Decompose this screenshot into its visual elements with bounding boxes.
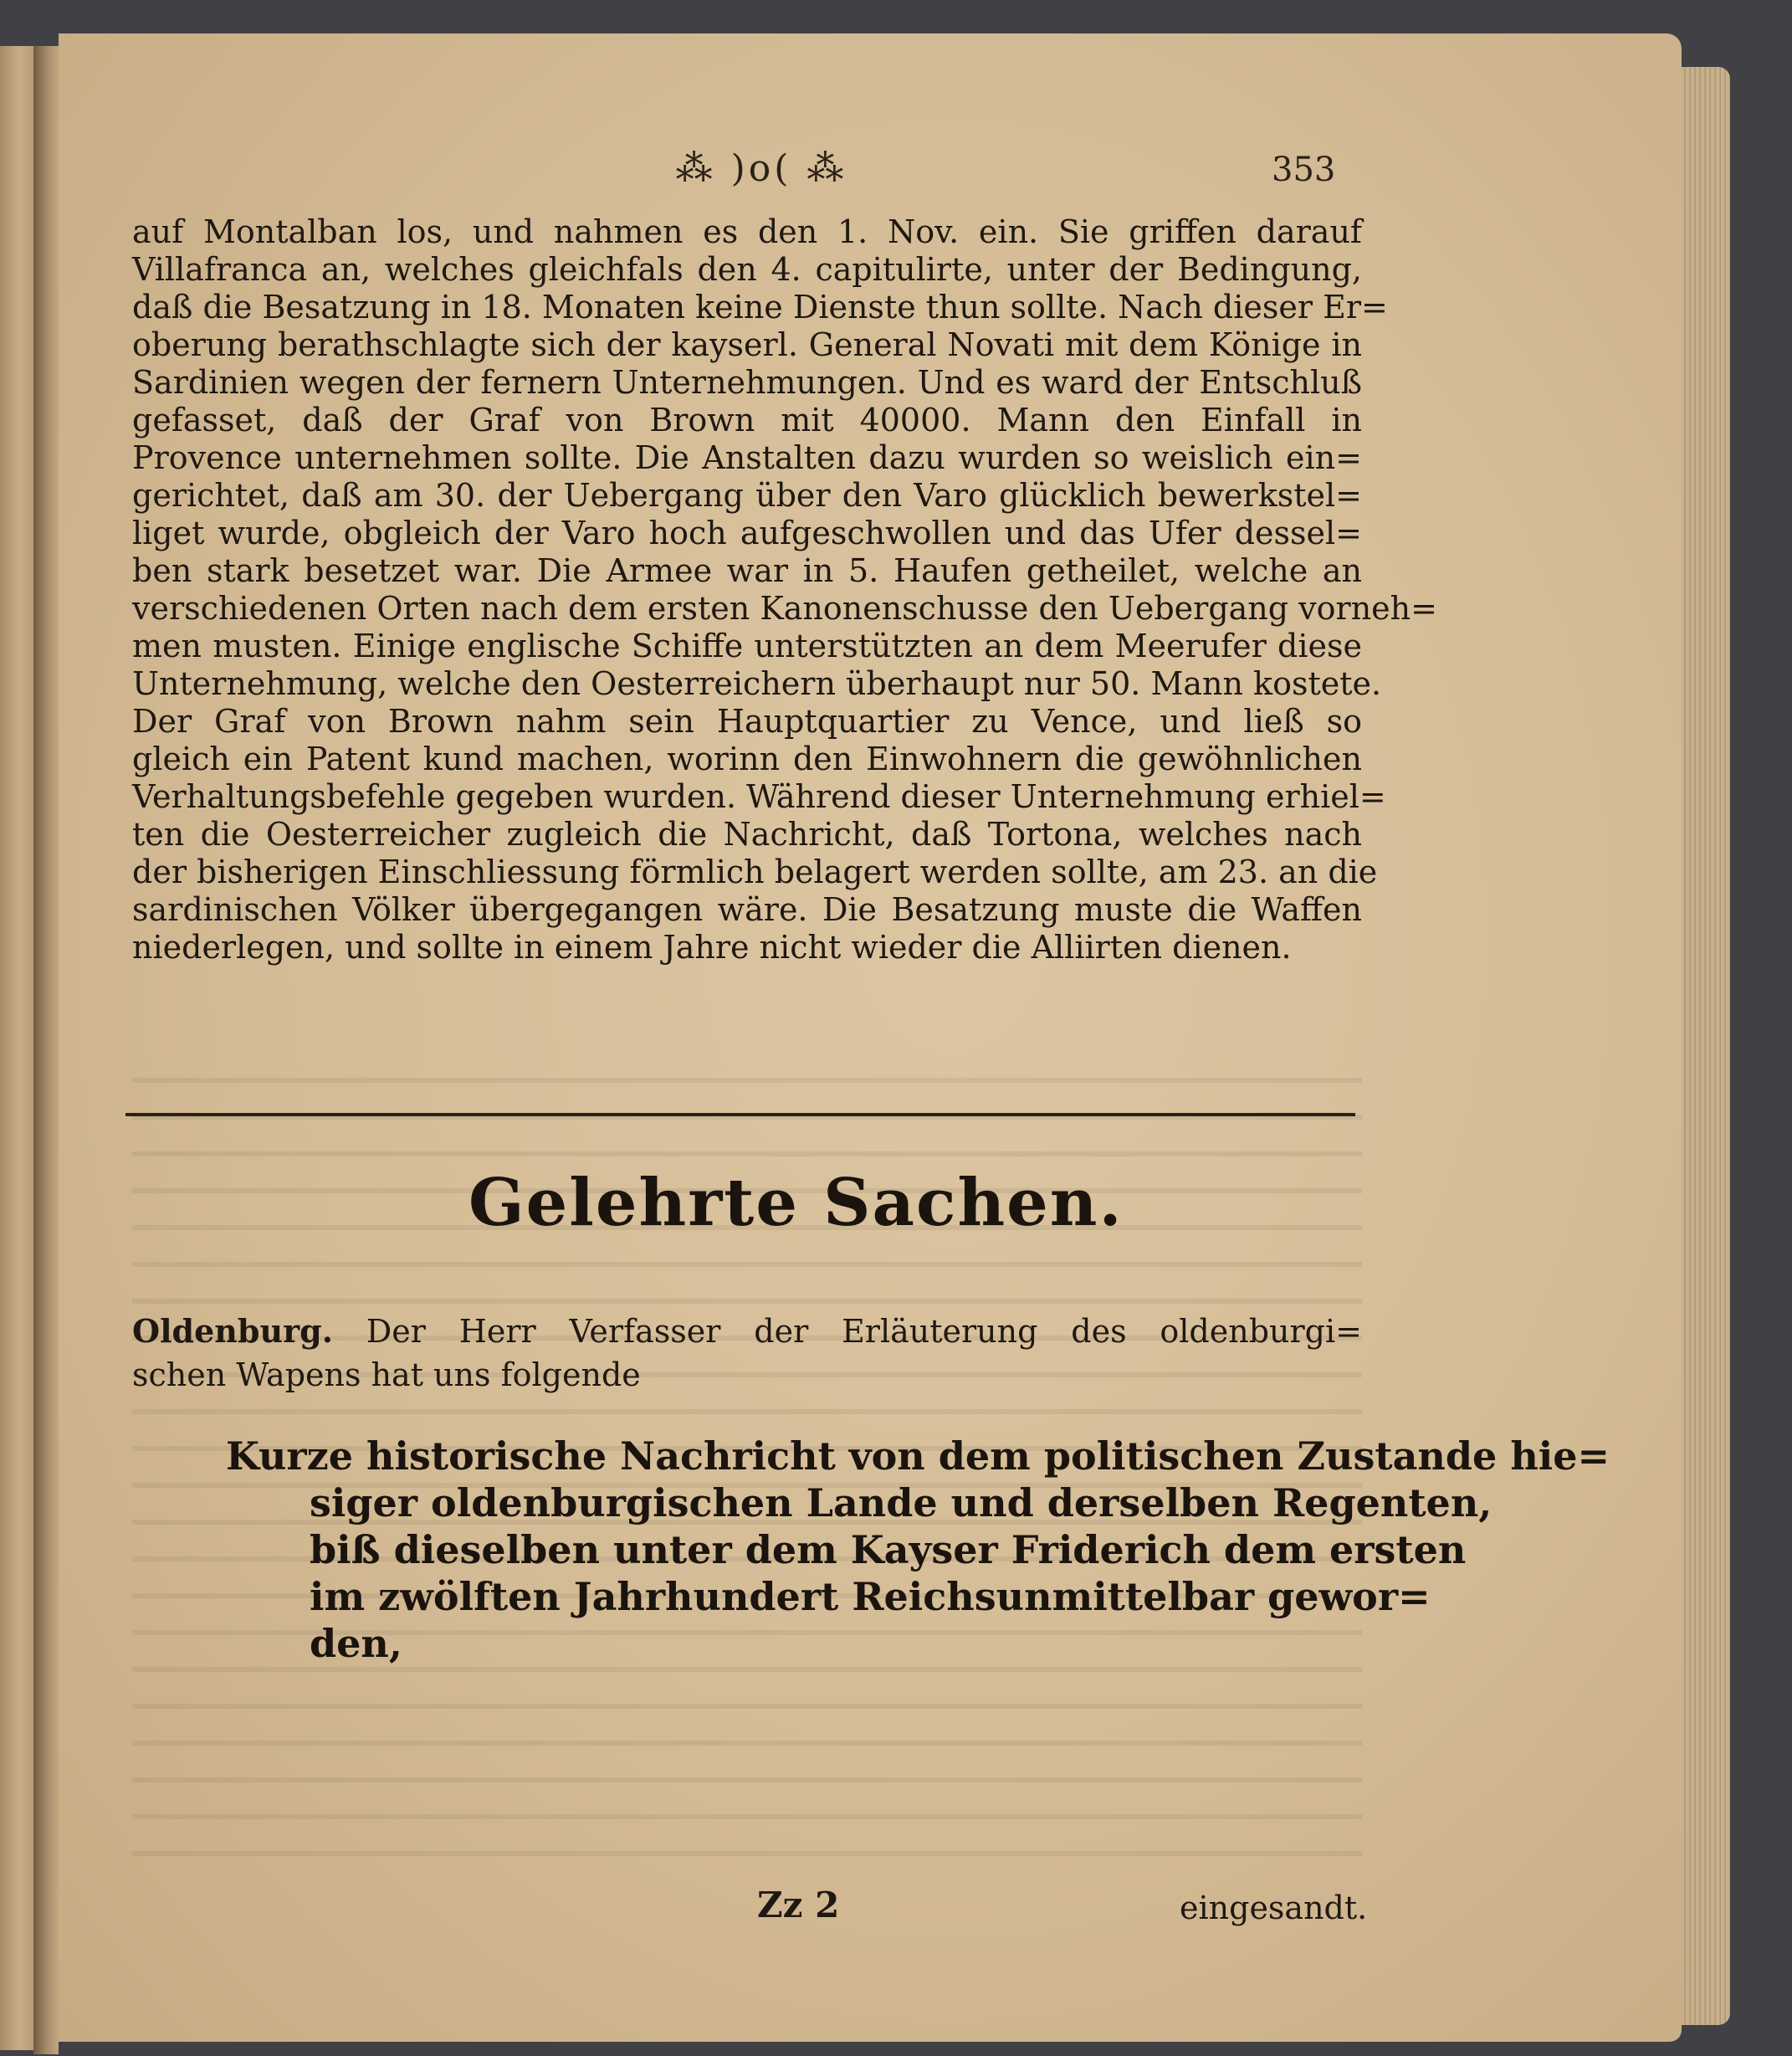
intro-text: Der Herr Verfasser der Erläuterung des oldenburgi= [332, 1313, 1362, 1350]
article-title-line: Kurze historische Nachricht von dem politischen Zustande hie= [226, 1433, 1610, 1479]
text-line: Sardinien wegen der fernern Unternehmungen. Und es ward der Entschluß [132, 364, 1362, 401]
text-line: der bisherigen Einschliessung förmlich belagert werden sollte, am 23. an die [132, 854, 1378, 890]
text-line: Provence unternehmen sollte. Die Anstalten dazu wurden so weislich ein= [132, 439, 1362, 476]
text-line: daß die Besatzung in 18. Monaten keine Dienste thun sollte. Nach dieser Er= [132, 289, 1388, 326]
text-line: gleich ein Patent kund machen, worinn den Einwohnern die gewöhnlichen [132, 741, 1362, 777]
text-line: ben stark besetzet war. Die Armee war in 5. Haufen getheilet, welche an [132, 552, 1362, 589]
text-line: niederlegen, und sollte in einem Jahre nicht wieder die Alliirten dienen. [132, 929, 1292, 966]
text-line: Unternehmung, welche den Oesterreichern überhaupt nur 50. Mann kostete. [132, 665, 1382, 702]
text-line: verschiedenen Orten nach dem ersten Kanonenschusse den Uebergang vorneh= [132, 590, 1437, 627]
text-line: men musten. Einige englische Schiffe unterstützten an dem Meerufer diese [132, 628, 1362, 664]
text-line: oberung berathschlagte sich der kayserl. General Novati mit dem Könige in [132, 326, 1362, 363]
article-title-line: siger oldenburgischen Lande und derselben Regenten, [310, 1480, 1492, 1525]
text-line: gerichtet, daß am 30. der Uebergang über den Varo glücklich bewerkstel= [132, 477, 1362, 514]
left-page-edge [0, 46, 36, 2050]
text-line: schen Wapens hat uns folgende [132, 1356, 641, 1393]
subsection-intro [132, 1310, 1362, 1397]
text-line: Villafranca an, welches gleichfals den 4. capitulirte, unter der Bedingung, [132, 251, 1362, 288]
printer-signature: Zz 2 [757, 1884, 840, 1925]
text-line: auf Montalban los, und nahmen es den 1. Nov. ein. Sie griffen darauf [132, 213, 1362, 250]
news-paragraph [132, 213, 1437, 966]
page-stack-edge [1682, 67, 1730, 2025]
page-number: 353 [1272, 151, 1336, 189]
text-line: sardinischen Völker übergegangen wäre. Die Besatzung muste die Waffen [132, 891, 1362, 928]
text-line: gefasset, daß der Graf von Brown mit 40000. Mann den Einfall in [132, 402, 1362, 438]
text-line [132, 1310, 1362, 1353]
place-name: Oldenburg. [132, 1312, 333, 1350]
text-line: ten die Oesterreicher zugleich die Nachricht, daß Tortona, welches nach [132, 816, 1362, 853]
article-title [226, 1433, 1610, 1667]
text-line: Verhaltungsbefehle gegeben wurden. Während dieser Unternehmung erhiel= [132, 778, 1386, 815]
article-title-line: biß dieselben unter dem Kayser Friderich dem ersten [310, 1527, 1467, 1572]
article-title-line: den, [310, 1621, 402, 1666]
section-divider-rule [125, 1113, 1355, 1116]
section-title: Gelehrte Sachen. [468, 1165, 1124, 1241]
text-line: liget wurde, obgleich der Varo hoch aufgeschwollen und das Ufer dessel= [132, 515, 1362, 551]
book-gutter [33, 46, 59, 2054]
catchword: eingesandt. [1180, 1889, 1368, 1926]
running-header-ornament: ⁂ )o( ⁂ [675, 147, 847, 190]
article-title-line: im zwölften Jahrhundert Reichsunmittelbar gewor= [310, 1574, 1431, 1619]
text-line: Der Graf von Brown nahm sein Hauptquartier zu Vence, und ließ so [132, 703, 1362, 740]
